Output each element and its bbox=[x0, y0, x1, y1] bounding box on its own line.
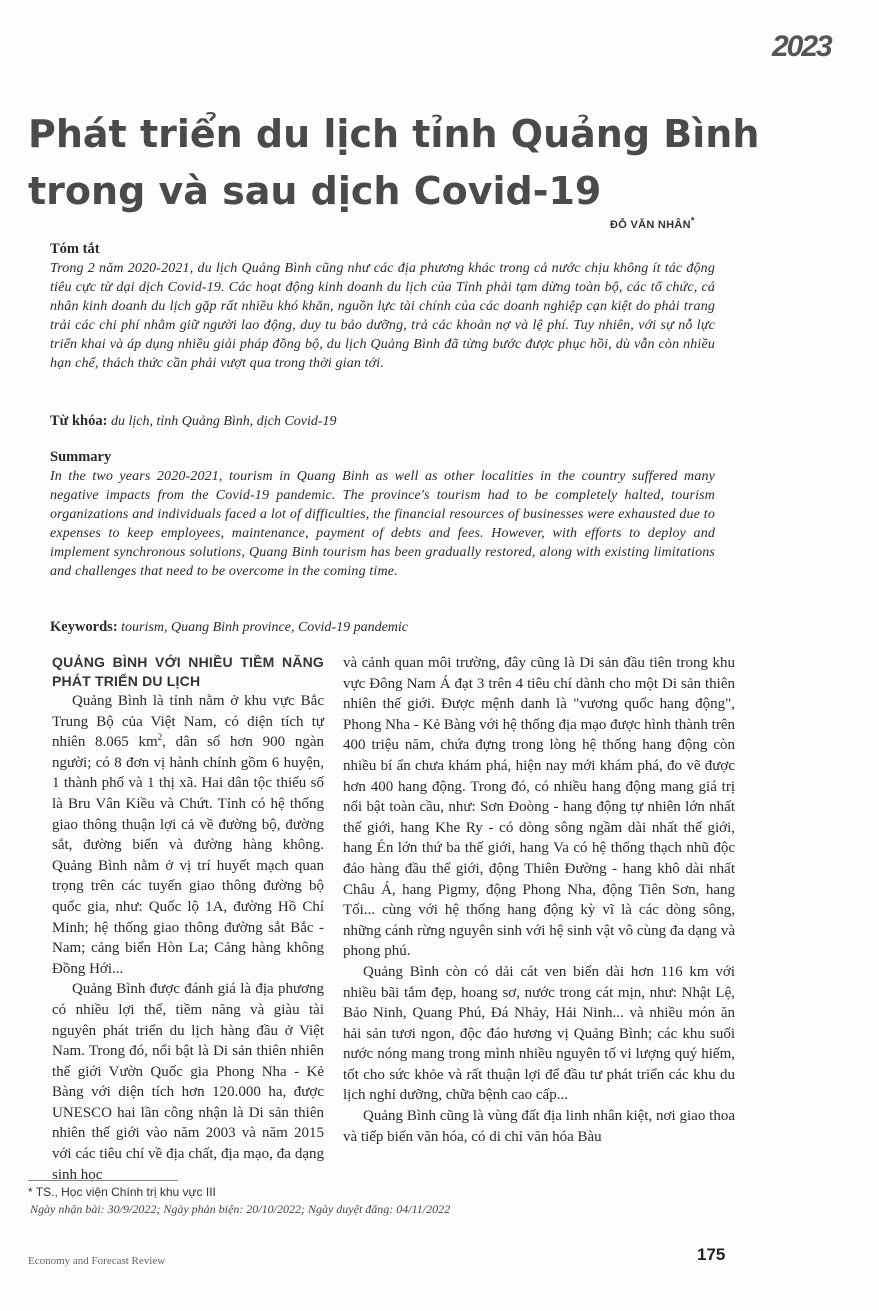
keywords-vi bbox=[50, 412, 715, 431]
section-heading: QUẢNG BÌNH VỚI NHIỀU TIỀM NĂNG PHÁT TRIỂN DU LỊCH bbox=[52, 654, 324, 689]
footnote-affiliation: * TS., Học viện Chính trị khu vực III bbox=[28, 1185, 216, 1199]
abstract-en-label: Summary bbox=[50, 449, 112, 465]
year-logo bbox=[766, 26, 846, 70]
footnote-divider bbox=[28, 1180, 178, 1181]
abstract-vi-text: Trong 2 năm 2020-2021, du lịch Quảng Bình cũng như các địa phương khác trong cả nước chịu không ít tác động tiêu cực từ dại dịch Covid-19. Các hoạt động kinh doanh du lịch của Tỉnh phải tạm dừng toàn bộ, các tổ chức, cá nhân kinh doanh du lịch gặp rất nhiều khó khăn, nguồn lực tài chính của các doanh nghiệp cạn kiệt do phải trang trải các chi phí nhằm giữ người lao động, duy tu bảo dưỡng, trả các khoản nợ và lệ phí. Tuy nhiên, với sự nỗ lực triển khai và áp dụng nhiều giải pháp đồng bộ, du lịch Quảng Bình đã từng bước được phục hồi, dù vẫn còn nhiều hạn chế, thách thức cần phải vượt qua trong thời gian tới. bbox=[50, 261, 715, 371]
keywords-en-text: tourism, Quang Binh province, Covid-19 pandemic bbox=[121, 620, 409, 635]
abstract-vi-label: Tóm tắt bbox=[50, 241, 100, 257]
paragraph-1-text-b: , dân số hơn 900 ngàn người; có 8 đơn vị hành chính gồm 6 huyện, 1 thành phố và 1 thị xã. Hai dân tộc thiểu số là Bru Vân Kiều và Chứt. Tỉnh có hệ thống giao thông thuận lợi cả về đường bộ, đường sắt, đường biển và đường hàng không. Quảng Bình nằm ở vị trí huyết mạch quan trọng trên các tuyến giao thông đường bộ quốc gia, như: Quốc lộ 1A, đường Hồ Chí Minh; hệ thống giao thông đường sắt Bắc - Nam; cảng biển Hòn La; Cảng hàng không Đồng Hới... bbox=[52, 734, 324, 977]
superscript-2: 2 bbox=[157, 732, 163, 743]
author-footnote-mark: * bbox=[690, 215, 695, 226]
keywords-en bbox=[50, 618, 715, 637]
footnote-dates: Ngày nhận bài: 30/9/2022; Ngày phản biện: 20/10/2022; Ngày duyệt đăng: 04/11/2022 bbox=[30, 1202, 451, 1216]
author-name: ĐỖ VĂN NHÂN bbox=[610, 219, 691, 231]
paragraph-1 bbox=[52, 691, 324, 979]
paragraph-1-text-a: Quảng Bình là tỉnh nằm ở khu vực Bắc Trung Bộ của Việt Nam, có diện tích tự nhiên 8.065 km bbox=[52, 693, 324, 751]
year-logo-text: 2023 bbox=[772, 30, 831, 63]
paragraph-2: Quảng Bình được đánh giá là địa phương có nhiều lợi thế, tiềm năng và giàu tài nguyên phát triển du lịch hàng đầu ở Việt Nam. Trong đó, nổi bật là Di sản thiên nhiên thế giới Vườn Quốc gia Phong Nha - Kẻ Bàng với diện tích hơn 120.000 ha, được UNESCO hai lần công nhận là Di sản thiên nhiên thế giới vào năm 2003 và năm 2015 với các tiêu chí về địa chất, địa mạo, đa dạng sinh học bbox=[52, 981, 324, 1183]
keywords-vi-text: du lịch, tỉnh Quảng Bình, dịch Covid-19 bbox=[110, 414, 337, 429]
paragraph-3: Quảng Bình còn có dải cát ven biển dài hơn 116 km với nhiều bãi tắm đẹp, hoang sơ, nước trong cát mịn, như: Nhật Lệ, Bảo Ninh, Quang Phú, Đá Nhảy, Hải Ninh... và nhiều món ăn hải sản tươi ngon, độc đáo hương vị Quảng Bình; các khu suối nước nóng mang trong mình nhiều nguyên tố vi lượng quý hiếm, tốt cho sức khỏe và rất thuận lợi để đầu tư phát triển các khu du lịch nghỉ dưỡng, chữa bệnh cao cấp... bbox=[343, 963, 735, 1104]
abstract-en-text: In the two years 2020-2021, tourism in Quang Binh as well as other localities in the country suffered many negative impacts from the Covid-19 pandemic. The province's tourism had to be completely halted, tourism organizations and individuals faced a lot of difficulties, the financial resources of businesses were exhausted due to expenses to keep employees, maintenance, payment of debts and fees. However, with efforts to deploy and implement synchronous solutions, Quang Binh tourism has been gradually restored, along with existing limitations and challenges that need to be overcome in the coming time. bbox=[50, 469, 715, 579]
keywords-vi-label: Từ khóa: bbox=[50, 413, 108, 429]
abstract-en bbox=[50, 448, 715, 581]
body-column-left bbox=[52, 653, 324, 1185]
body-column-right bbox=[343, 653, 735, 1147]
abstract-vi bbox=[50, 240, 715, 373]
paragraph-2-continued: và cảnh quan môi trường, đây cũng là Di sản đầu tiên trong khu vực Đông Nam Á đạt 3 trên 4 tiêu chí dành cho một Di sản thiên nhiên thế giới. Được mệnh danh là "vương quốc hang động", Phong Nha - Kẻ Bàng với hệ thống địa mạo được hình thành trên 400 triệu năm, chứa đựng trong lòng hệ thống hang động còn nhiều bí ẩn chưa khám phá, hiện nay mới khám phá, đo vẽ được hơn 400 hang động. Trong đó, có nhiều hang động mang giá trị nổi bật toàn cầu, như: Sơn Đoòng - hang động tự nhiên lớn nhất thế giới, hang Khe Ry - có dòng sông ngầm dài nhất thế giới, hang Én lớn thứ ba thế giới, hang Va có hệ thống thạch nhũ độc đáo hàng đầu thế giới, động Thiên Đường - hang khô dài nhất Châu Á, hang Pigmy, động Phong Nha, động Tiên Sơn, hang Tối... cùng với hệ thống hang động kỳ vĩ là các dòng sông, những cánh rừng nguyên sinh với hệ sinh vật vô cùng đa dạng và phong phú. bbox=[343, 655, 735, 960]
keywords-en-label: Keywords: bbox=[50, 619, 118, 635]
journal-name: Economy and Forecast Review bbox=[28, 1255, 166, 1267]
author-line bbox=[610, 215, 760, 231]
article-title: Phát triển du lịch tỉnh Quảng Bình trong và sau dịch Covid-19 bbox=[28, 112, 760, 213]
paragraph-4: Quảng Bình cũng là vùng đất địa linh nhân kiệt, nơi giao thoa và tiếp biến văn hóa, có di chỉ văn hóa Bàu bbox=[343, 1108, 735, 1145]
page-number: 175 bbox=[697, 1245, 726, 1264]
